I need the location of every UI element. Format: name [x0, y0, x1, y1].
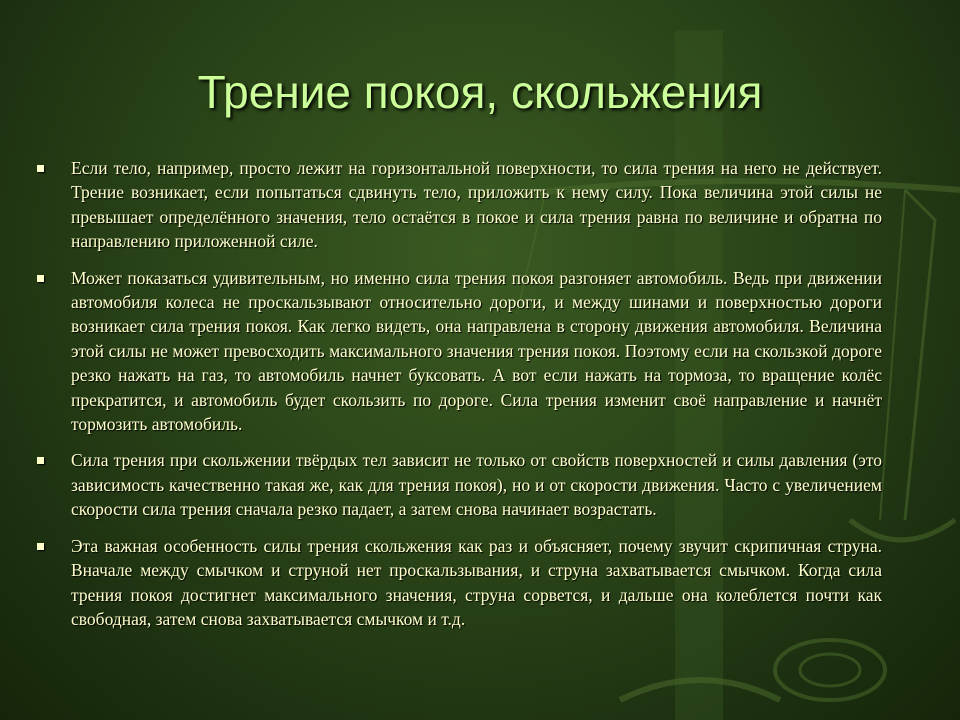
- bullet-text: Эта важная особенность силы трения скольжения как раз и объясняет, почему звучит скрипичная струна. Вначале между смычком и струной нет проскальзывания, и струна захватывается смычком. Когда сила трения покоя достигнет максимального значения, струна сорвется, и дальше она колеблется почти как свободная, затем снова захватывается смычком и т.д.: [71, 535, 882, 629]
- bullet-text: Сила трения при скольжении твёрдых тел зависит не только от свойств поверхностей и силы давления (это зависимость качественно такая же, как для трения покоя), но и от скорости движения. Часто с увеличением скорости сила трения сначала резко падает, а затем снова начинает возрастать.: [71, 450, 882, 520]
- bullet-list: [36, 156, 882, 643]
- bullet-item: [36, 534, 882, 632]
- square-bullet-icon: [37, 275, 44, 282]
- bullet-text: Может показаться удивительным, но именно сила трения покоя разгоняет автомобиль. Ведь при движении автомобиля колеса не проскальзывают относительно дороги, и между шинами и поверхностью дороги возникает сила трения покоя. Как легко видеть, она направлена в сторону движения автомобиля. Величина этой силы не может превосходить максимального значения трения покоя. Поэтому если на скользкой дороге резко нажать на газ, то автомобиль начнет буксовать. А вот если нажать на тормоза, то вращение колёс прекратится, и автомобиль будет скользить по дороге. Сила трения изменит своё направление и начнёт тормозить автомобиль.: [71, 267, 882, 435]
- square-bullet-icon: [37, 165, 44, 172]
- square-bullet-icon: [37, 543, 44, 550]
- square-bullet-icon: [37, 457, 44, 464]
- slide-title: Трение покоя, скольжения: [197, 66, 763, 118]
- bullet-item: [36, 156, 882, 254]
- bullet-item: [36, 448, 882, 521]
- bullet-item: [36, 266, 882, 437]
- bullet-text: Если тело, например, просто лежит на горизонтальной поверхности, то сила трения на него не действует. Трение возникает, если попытаться сдвинуть тело, приложить к нему силу. Пока величина этой силы не превышает определённого значения, тело остаётся в покое и сила трения равна по величине и обратна по направлению приложенной силе.: [71, 158, 882, 252]
